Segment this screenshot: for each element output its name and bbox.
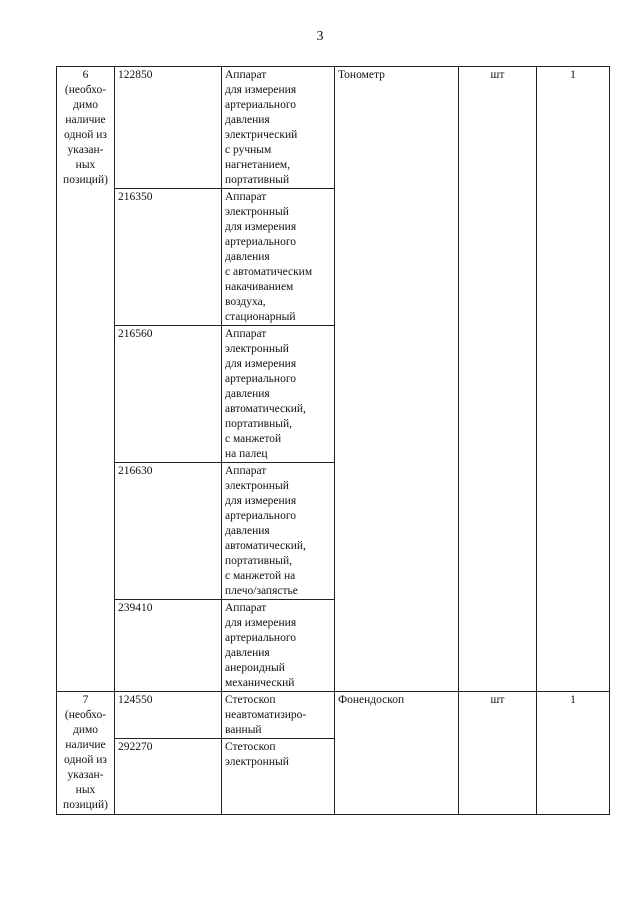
quantity-cell: 1 (537, 67, 610, 692)
code-cell: 216630 (115, 463, 222, 600)
unit-cell: шт (459, 67, 537, 692)
description-cell: Аппарат электронный для измерения артериального давления автоматический, портативный, с манжетой на плечо/запястье (222, 463, 335, 600)
code-cell: 122850 (115, 67, 222, 189)
table-row (57, 67, 610, 189)
description-cell: Аппарат электронный для измерения артериального давления автоматический, портативный, с манжетой на палец (222, 326, 335, 463)
code-cell: 239410 (115, 600, 222, 692)
code-cell: 216560 (115, 326, 222, 463)
quantity-cell: 1 (537, 692, 610, 815)
description-cell: Стетоскоп электронный (222, 739, 335, 815)
description-cell: Стетоскоп неавтоматизиро- ванный (222, 692, 335, 739)
description-cell: Аппарат электронный для измерения артериального давления с автоматическим накачиванием воздуха, стационарный (222, 189, 335, 326)
code-cell: 292270 (115, 739, 222, 815)
equipment-table (56, 66, 610, 815)
description-cell: Аппарат для измерения артериального давления анероидный механический (222, 600, 335, 692)
table-row (57, 692, 610, 739)
position-cell: 6 (необхо- димо наличие одной из указан- ных позиций) (57, 67, 115, 692)
code-cell: 216350 (115, 189, 222, 326)
unit-cell: шт (459, 692, 537, 815)
code-cell: 124550 (115, 692, 222, 739)
item-name-cell: Фонендоскоп (335, 692, 459, 815)
page-number: 3 (316, 29, 324, 44)
position-cell: 7 (необхо- димо наличие одной из указан- ных позиций) (57, 692, 115, 815)
description-cell: Аппарат для измерения артериального давления электрический с ручным нагнетанием, портативный (222, 67, 335, 189)
item-name-cell: Тонометр (335, 67, 459, 692)
